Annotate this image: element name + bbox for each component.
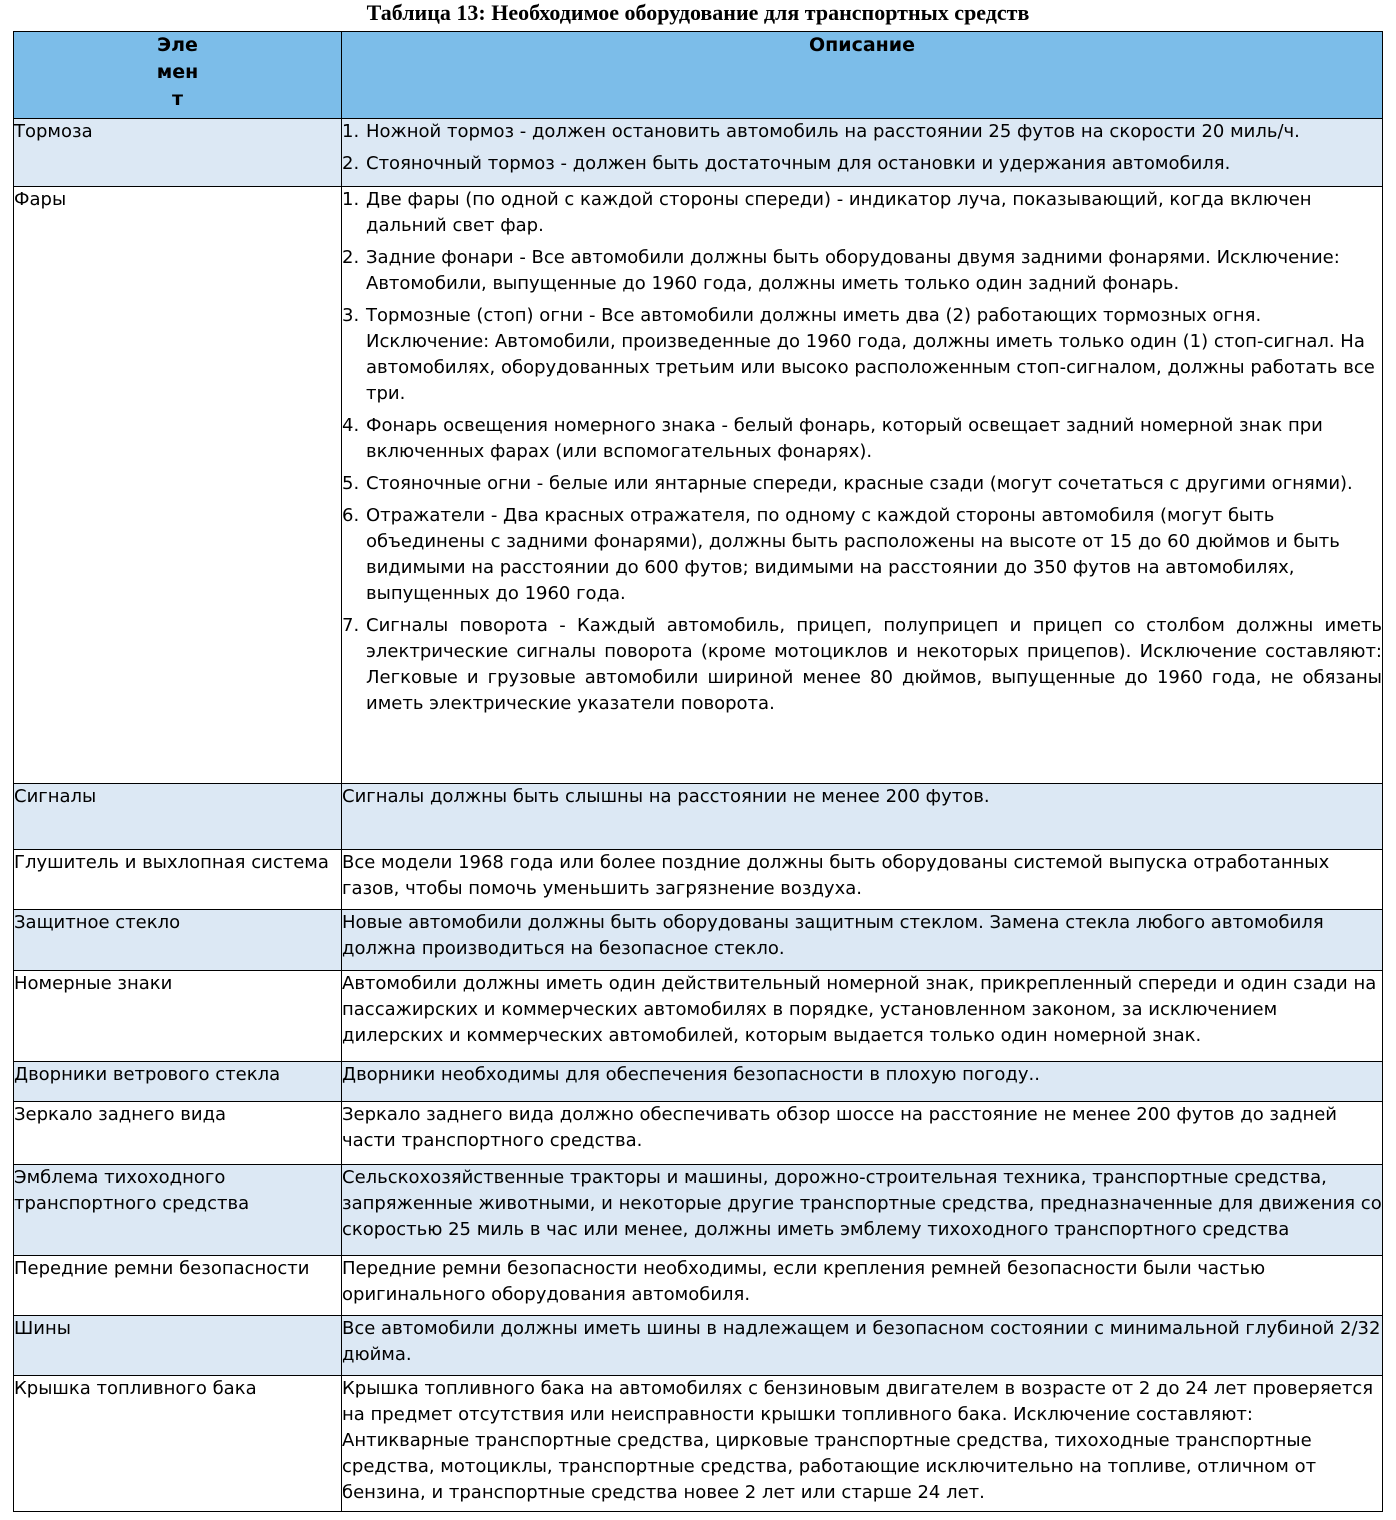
table-row-muffler bbox=[14, 850, 1383, 910]
table-row-tires bbox=[14, 1316, 1383, 1376]
list-text: Отражатели - Два красных отражателя, по одному с каждой стороны автомобиля (могут быть объединены с задними фонарями), должны быть расположены на высоте от 15 до 60 дюймов и быть видимыми на расстоянии до 600 футов; видимыми на расстоянии до 350 футов на автомобилях, выпущенных до 1960 года. bbox=[366, 505, 1340, 604]
description-cell: Автомобили должны иметь один действительный номерной знак, прикрепленный спереди и один сзади на пассажирских и коммерческих автомобилях в порядке, установленном законом, за исключением дилерских и коммерческих автомобилей, которым выдается только один номерной знак. bbox=[342, 971, 1383, 1062]
header-description: Описание bbox=[342, 32, 1383, 119]
list-item bbox=[342, 245, 1382, 297]
list-number: 7. bbox=[342, 615, 360, 636]
item-cell: Тормоза bbox=[14, 119, 342, 187]
item-cell: Крышка топливного бака bbox=[14, 1376, 342, 1512]
description-cell bbox=[342, 119, 1383, 187]
table-row-seat-belts bbox=[14, 1256, 1383, 1316]
header-row bbox=[14, 32, 1383, 119]
description-cell: Сельскохозяйственные тракторы и машины, дорожно-строительная техника, транспортные средства, запряженные животными, и некоторые другие транспортные средства, предназначенные для движения со скоростью 25 миль в час или менее, должны иметь эмблему тихоходного транспортного средства bbox=[342, 1165, 1383, 1256]
list-text: Сигналы поворота - Каждый автомобиль, прицеп, полуприцеп и прицеп со столбом должны иметь электрические сигналы поворота (кроме мотоциклов и некоторых прицепов). Исключение составляют: Легковые и грузовые автомобили шириной менее 80 дюймов, выпущенные до 1960 года, не обязаны иметь электрические указатели поворота. bbox=[366, 615, 1382, 714]
header-item-part: Эле bbox=[157, 34, 198, 56]
list-text: Задние фонари - Все автомобили должны быть оборудованы двумя задними фонарями. Исключение: Автомобили, выпущенные до 1960 года, должны иметь только один задний фонарь. bbox=[366, 247, 1340, 294]
list-item bbox=[342, 503, 1382, 607]
description-cell: Новые автомобили должны быть оборудованы защитным стеклом. Замена стекла любого автомобиля должна производиться на безопасное стекло. bbox=[342, 910, 1383, 971]
table-row-brakes bbox=[14, 119, 1383, 187]
item-cell: Фары bbox=[14, 187, 342, 784]
item-cell: Глушитель и выхлопная система bbox=[14, 850, 342, 910]
list-number: 2. bbox=[342, 153, 360, 174]
list-item bbox=[342, 151, 1382, 177]
description-cell bbox=[342, 187, 1383, 784]
list-number: 4. bbox=[342, 415, 360, 436]
description-cell: Зеркало заднего вида должно обеспечивать обзор шоссе на расстояние не менее 200 футов до задней части транспортного средства. bbox=[342, 1102, 1383, 1165]
item-cell: Защитное стекло bbox=[14, 910, 342, 971]
table-row-lights bbox=[14, 187, 1383, 784]
item-cell: Дворники ветрового стекла bbox=[14, 1062, 342, 1102]
requirements-list bbox=[342, 119, 1382, 177]
equipment-table bbox=[13, 31, 1383, 1512]
list-text: Стояночный тормоз - должен быть достаточным для остановки и удержания автомобиля. bbox=[366, 153, 1231, 174]
table-row-horns bbox=[14, 784, 1383, 850]
table-row-fuel-cap bbox=[14, 1376, 1383, 1512]
description-cell: Сигналы должны быть слышны на расстоянии не менее 200 футов. bbox=[342, 784, 1383, 850]
list-item bbox=[342, 413, 1382, 465]
list-item bbox=[342, 187, 1382, 239]
list-number: 5. bbox=[342, 473, 360, 494]
description-cell: Все модели 1968 года или более поздние должны быть оборудованы системой выпуска отработанных газов, чтобы помочь уменьшить загрязнение воздуха. bbox=[342, 850, 1383, 910]
description-cell: Дворники необходимы для обеспечения безопасности в плохую погоду.. bbox=[342, 1062, 1383, 1102]
list-number: 6. bbox=[342, 505, 360, 526]
item-cell: Номерные знаки bbox=[14, 971, 342, 1062]
item-cell: Сигналы bbox=[14, 784, 342, 850]
list-item bbox=[342, 471, 1382, 497]
list-text: Две фары (по одной с каждой стороны спереди) - индикатор луча, показывающий, когда включен дальний свет фар. bbox=[366, 189, 1312, 236]
table-row-wipers bbox=[14, 1062, 1383, 1102]
description-cell: Крышка топливного бака на автомобилях с бензиновым двигателем в возрасте от 2 до 24 лет проверяется на предмет отсутствия или неисправности крышки топливного бака. Исключение составляют: Антикварные транспортные средства, цирковые транспортные средства, тихоходные транспортные средства, мотоциклы, транспортные средства, работающие исключительно на топливе, отличном от бензина, и транспортные средства новее 2 лет или старше 24 лет. bbox=[342, 1376, 1383, 1512]
list-item bbox=[342, 119, 1382, 145]
list-number: 2. bbox=[342, 247, 360, 268]
requirements-list bbox=[342, 187, 1382, 717]
list-text: Ножной тормоз - должен остановить автомобиль на расстоянии 25 футов на скорости 20 миль/ч. bbox=[366, 121, 1300, 142]
table-row-license-plates bbox=[14, 971, 1383, 1062]
header-item-part: т bbox=[171, 88, 183, 110]
description-cell: Все автомобили должны иметь шины в надлежащем и безопасном состоянии с минимальной глубиной 2/32 дюйма. bbox=[342, 1316, 1383, 1376]
item-cell: Зеркало заднего вида bbox=[14, 1102, 342, 1165]
list-text: Тормозные (стоп) огни - Все автомобили должны иметь два (2) работающих тормозных огня. Исключение: Автомобили, произведенные до 1960 года, должны иметь только один (1) стоп-сигнал. На автомобилях, оборудованных третьим или высоко расположенным стоп-сигналом, должны работать все три. bbox=[366, 305, 1375, 404]
header-item-part: мен bbox=[156, 61, 199, 83]
list-number: 1. bbox=[342, 121, 360, 142]
table-row-safety-glass bbox=[14, 910, 1383, 971]
table-row-smv-emblem bbox=[14, 1165, 1383, 1256]
header-item bbox=[14, 32, 342, 119]
item-cell: Передние ремни безопасности bbox=[14, 1256, 342, 1316]
table-caption: Таблица 13: Необходимое оборудование для транспортных средств bbox=[366, 0, 1030, 25]
list-item bbox=[342, 613, 1382, 717]
item-cell: Эмблема тихоходного транспортного средства bbox=[14, 1165, 342, 1256]
list-text: Фонарь освещения номерного знака - белый фонарь, который освещает задний номерной знак при включенных фарах (или вспомогательных фонарях). bbox=[366, 415, 1323, 462]
description-cell: Передние ремни безопасности необходимы, если крепления ремней безопасности были частью оригинального оборудования автомобиля. bbox=[342, 1256, 1383, 1316]
list-text: Стояночные огни - белые или янтарные спереди, красные сзади (могут сочетаться с другими огнями). bbox=[366, 473, 1353, 494]
list-number: 3. bbox=[342, 305, 360, 326]
item-cell: Шины bbox=[14, 1316, 342, 1376]
list-number: 1. bbox=[342, 189, 360, 210]
list-item bbox=[342, 303, 1382, 407]
table-row-mirror bbox=[14, 1102, 1383, 1165]
